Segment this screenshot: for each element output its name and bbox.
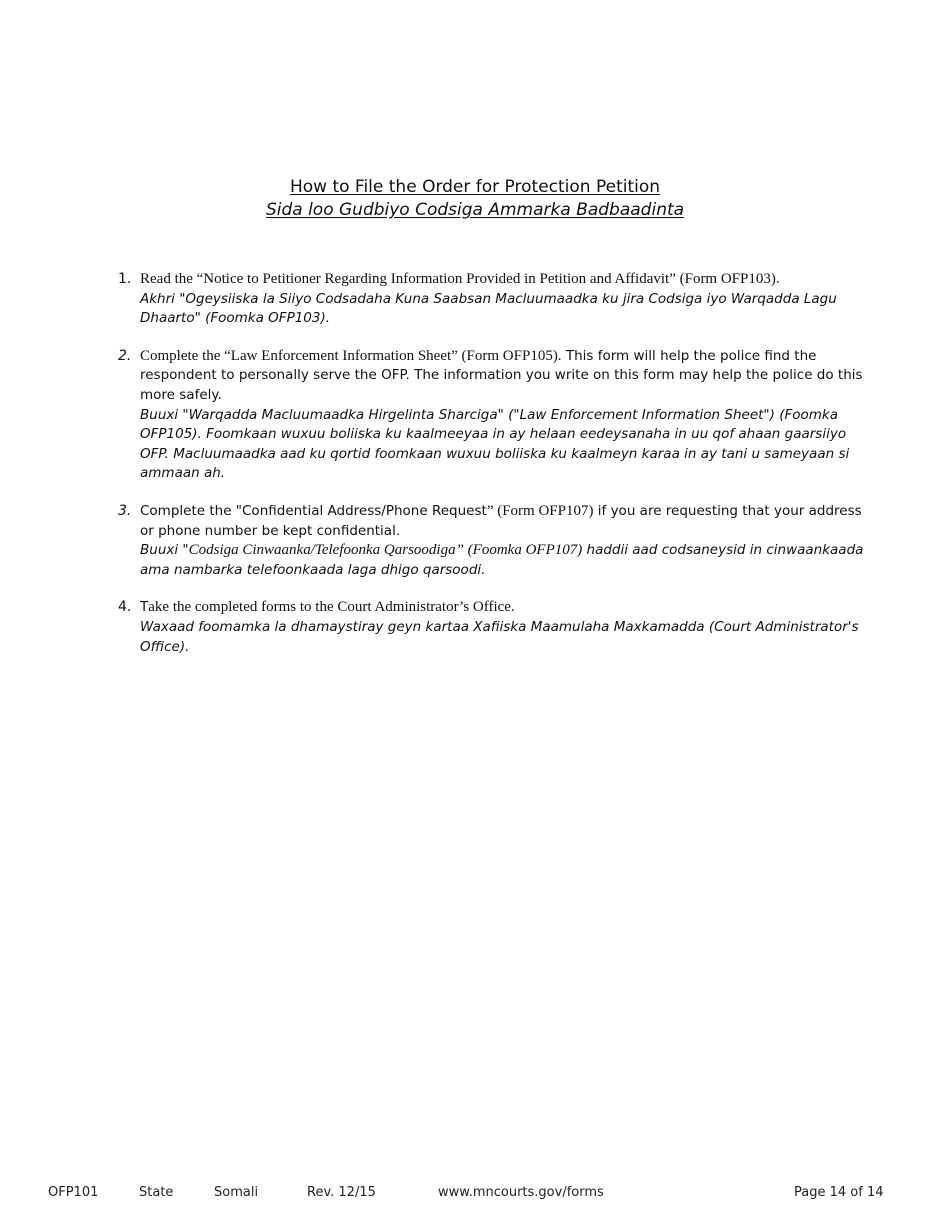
instruction-step [118,347,873,484]
step-number: 1. [118,271,132,287]
title-english: How to File the Order for Protection Petition [289,177,661,197]
instruction-step [118,270,873,329]
instruction-step [118,502,873,580]
step-somali: Akhri "Ogeysiiska la Siiyo Codsadaha Kuna Saabsan Macluumaadka ku jira Codsiga iyo Warqadda Lagu Dhaarto" (Foomka OFP103). [140,290,837,327]
footer-language: Somali [214,1185,259,1200]
step-english: Complete the "Confidential Address/Phone Request” (Form OFP107) if you are requesting that your address or phone number be kept confidential. [140,502,862,539]
step-english: Complete the “Law Enforcement Information Sheet” (Form OFP105). This form will help the police find the respondent to personally serve the OFP. The information you write on this form may help the police do this more safely. [140,347,863,403]
step-somali: Buuxi "Warqadda Macluumaadka Hirgelinta Sharciga" ("Law Enforcement Information Sheet") (Foomka OFP105). Foomkaan wuxuu boliiska ku kaalmeeyaa in ay helaan eedeysanaha in uu qof ahaan gaarsiiyo OFP. Macluumaadka aad ku qortid foomkaan wuxuu boliiska ku kaalmeyn karaa in ay tani u sameyaan si ammaan ah. [140,406,850,482]
step-somali: Buuxi "Codsiga Cinwaanka/Telefoonka Qarsoodiga” (Foomka OFP107) haddii aad codsaneysid in cinwaankaada ama nambarka telefoonkaada laga dhigo qarsoodi. [140,542,864,578]
document-title [0,176,950,222]
step-english: Read the “Notice to Petitioner Regarding Information Provided in Petition and Affidavit” (Form OFP103). [140,271,780,287]
footer-form-number: OFP101 [48,1185,99,1200]
footer-url: www.mncourts.gov/forms [438,1185,604,1200]
title-somali: Sida loo Gudbiyo Codsiga Ammarka Badbaadinta [265,200,685,220]
step-number: 4. [118,599,132,616]
step-english: Take the completed forms to the Court Administrator’s Office. [140,599,515,616]
instruction-list [118,270,873,675]
footer-revision: Rev. 12/15 [307,1185,376,1200]
step-number: 3. [118,502,132,519]
footer-jurisdiction: State [139,1185,174,1200]
page-footer [0,1185,950,1203]
instruction-step [118,598,873,657]
step-somali: Waxaad foomamka la dhamaystiray geyn kartaa Xafiiska Maamulaha Maxkamadda (Court Administrator's Office). [140,618,859,655]
step-number: 2. [118,347,132,364]
footer-page-number: Page 14 of 14 [794,1185,884,1200]
